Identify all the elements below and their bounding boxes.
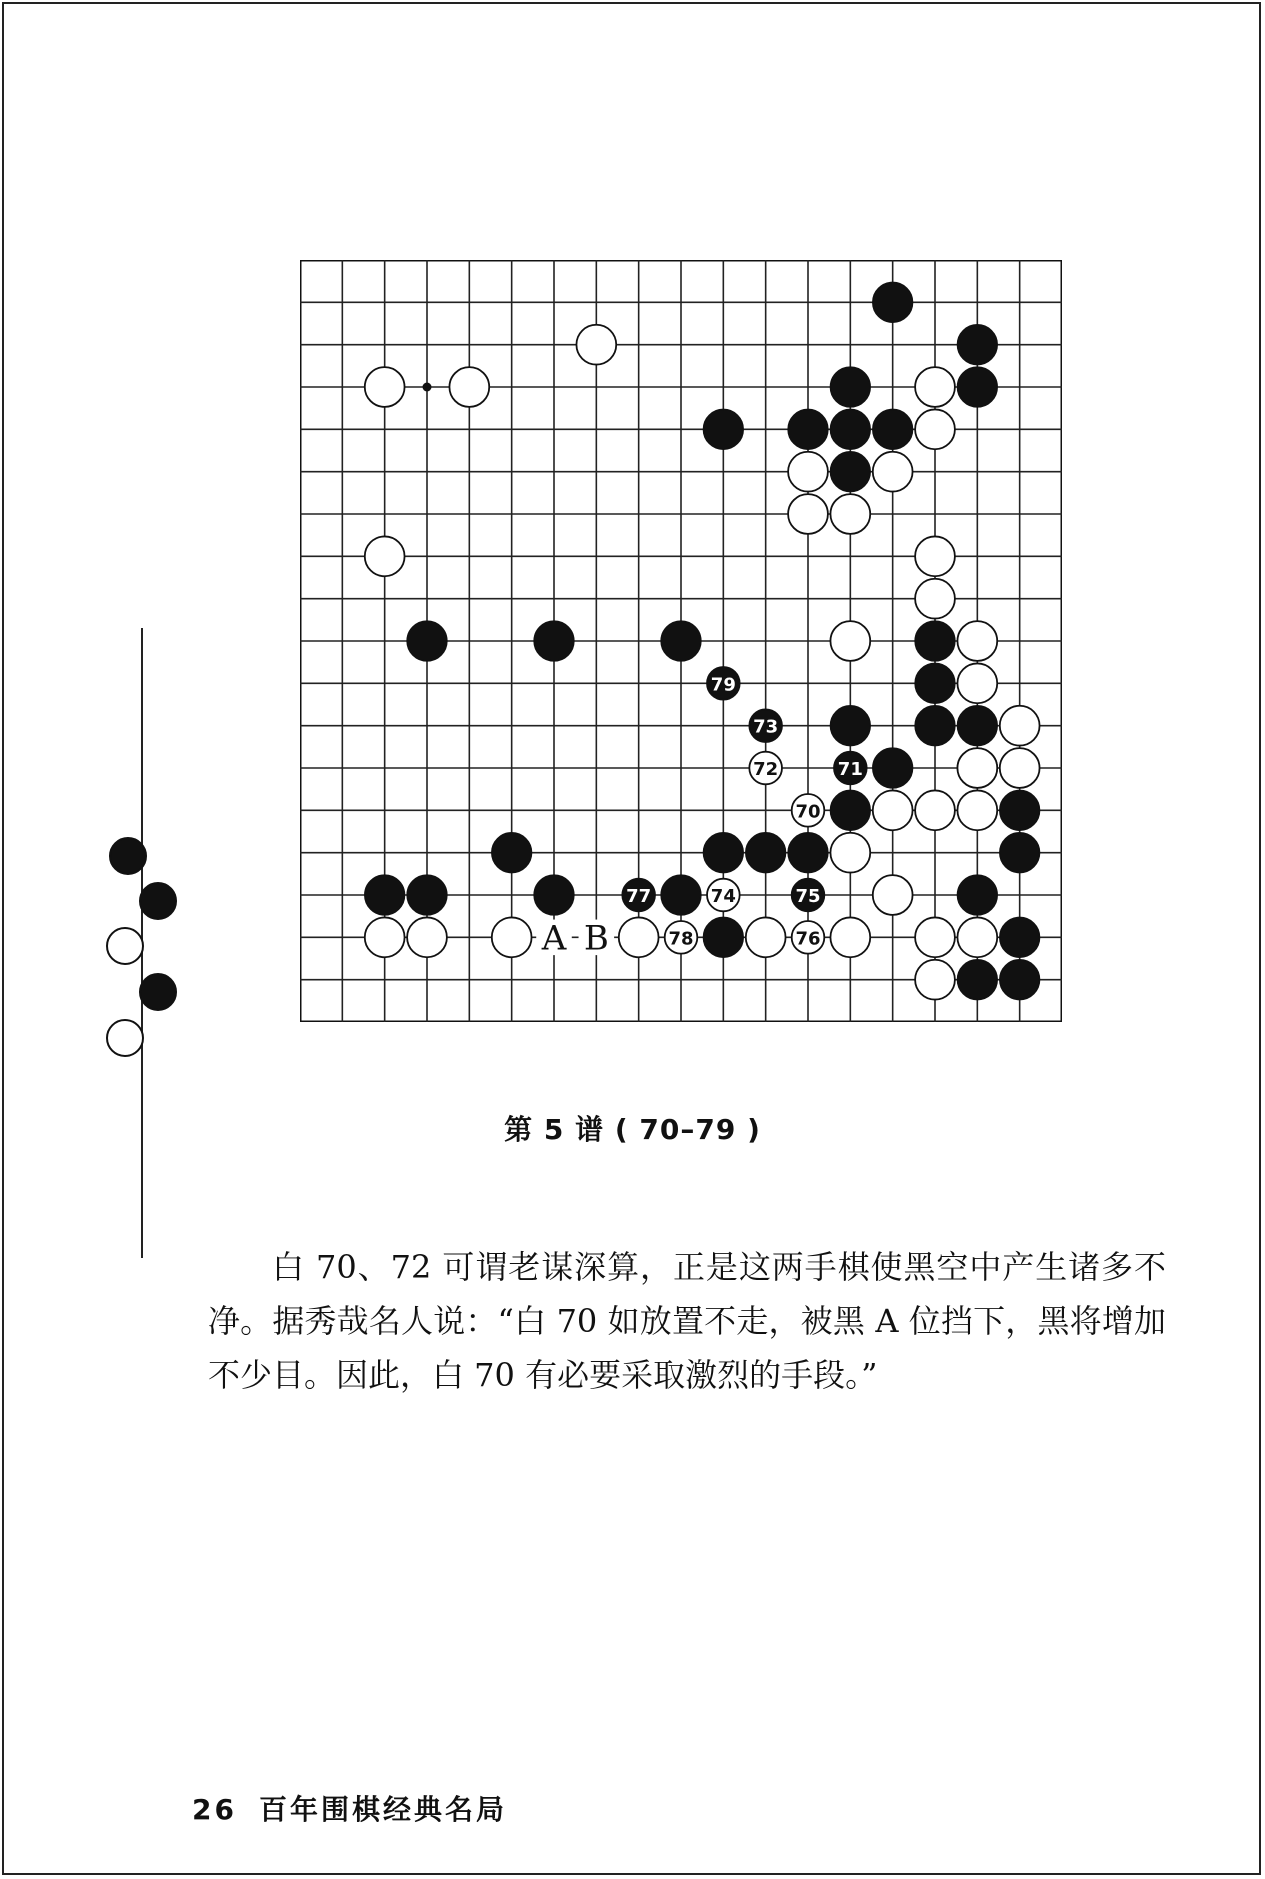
white-stone [407,917,447,957]
white-stone [365,367,405,407]
black-stone [1000,917,1040,957]
white-stone [576,325,616,365]
black-stone [703,833,743,873]
move-number-label: 76 [795,928,821,950]
black-stone [873,282,913,322]
black-stone [788,409,828,449]
commentary-paragraph: 白 70、72 可谓老谋深算，正是这两手棋使黑空中产生诸多不净。据秀哉名人说：“白 70 如放置不走，被黑 A 位挡下，黑将增加不少目。因此，白 70 有必要采取激烈的手段。” [208,1248,1166,1394]
white-stone [619,917,659,957]
white-stone [915,790,955,830]
white-stone [788,494,828,534]
black-stone [830,452,870,492]
white-stone [873,452,913,492]
point-label-a: A [541,918,567,959]
white-stone [746,917,786,957]
black-stone [873,409,913,449]
black-stone [957,960,997,1000]
black-stone [915,621,955,661]
white-stone [830,494,870,534]
white-stone [957,621,997,661]
black-stone [830,409,870,449]
move-number-label: 71 [837,759,863,780]
white-stone [915,579,955,619]
white-stone [873,875,913,915]
white-stone [957,917,997,957]
black-stone [703,917,743,957]
white-stone [915,409,955,449]
margin-black-stone [110,838,146,874]
black-stone [703,409,743,449]
go-board-diagram [300,260,1062,1022]
point-label-b: B [583,918,609,959]
page-number: 26 [192,1793,237,1826]
white-stone [957,790,997,830]
white-stone [830,621,870,661]
black-stone [746,833,786,873]
black-stone [492,833,532,873]
black-stone [830,367,870,407]
page-footer [192,1788,507,1828]
white-stone [449,367,489,407]
white-stone [915,917,955,957]
white-stone [1000,706,1040,746]
move-number-label: 74 [710,886,736,907]
black-stone [957,367,997,407]
black-stone [407,875,447,915]
diagram-caption: 第 5 谱 ( 70–79 ) [504,1113,761,1146]
black-stone [534,875,574,915]
black-stone [661,875,701,915]
white-stone [915,367,955,407]
black-stone [1000,833,1040,873]
move-number-label: 73 [753,716,779,738]
black-stone [957,325,997,365]
white-stone [788,452,828,492]
margin-white-stone [107,928,143,964]
black-stone [788,833,828,873]
margin-black-stone [140,974,176,1010]
white-stone [830,917,870,957]
black-stone [957,706,997,746]
margin-black-stone [140,883,176,919]
white-stone [492,917,532,957]
move-number-label: 78 [668,928,694,950]
white-stone [1000,748,1040,788]
black-stone [873,748,913,788]
white-stone [830,833,870,873]
black-stone [915,706,955,746]
black-stone [661,621,701,661]
black-stone [957,875,997,915]
move-number-label: 77 [626,886,652,907]
black-stone [915,663,955,703]
white-stone [915,960,955,1000]
black-stone [1000,790,1040,830]
white-stone [365,917,405,957]
move-number-label: 70 [795,801,821,823]
black-stone [365,875,405,915]
black-stone [407,621,447,661]
black-stone [534,621,574,661]
black-stone [830,790,870,830]
white-stone [873,790,913,830]
white-stone [957,748,997,788]
margin-white-stone [107,1020,143,1056]
white-stone [957,663,997,703]
move-number-label: 75 [795,886,821,907]
star-point [423,383,432,392]
move-number-label: 72 [753,759,779,780]
black-stone [1000,960,1040,1000]
margin-stone-strip [95,628,185,1268]
move-number-label: 79 [710,674,736,696]
black-stone [830,706,870,746]
white-stone [365,536,405,576]
commentary-text [208,1240,1166,1402]
white-stone [915,536,955,576]
book-title: 百年围棋经典名局 [258,1793,507,1826]
